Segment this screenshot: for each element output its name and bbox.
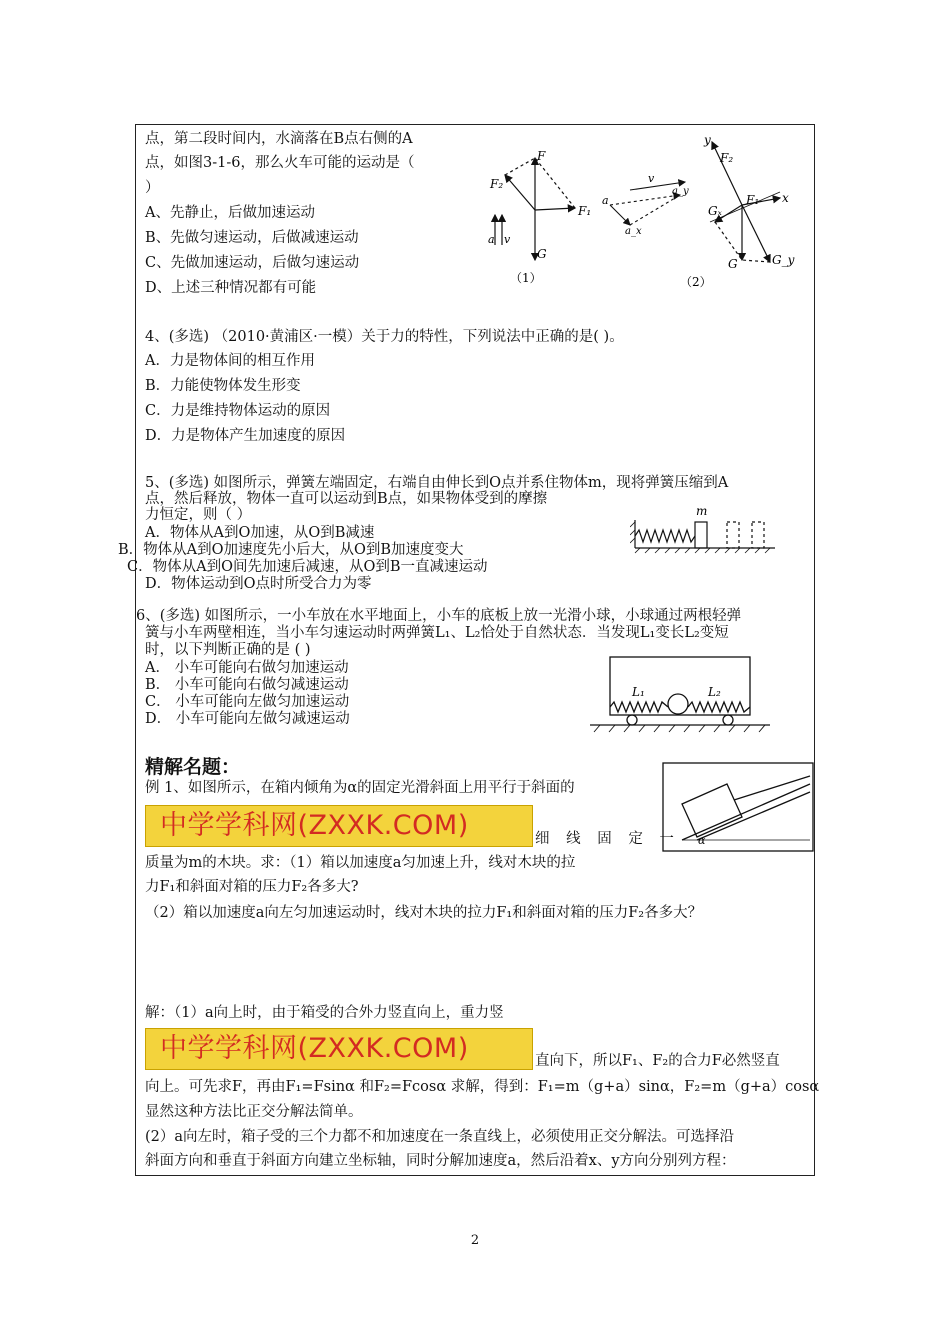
label-F1: F₁ [578, 204, 592, 218]
solution-line-5: (2）a向左时，箱子受的三个力都不和加速度在一条直线上，必须使用正交分解法。可选择沿 [145, 1129, 735, 1145]
label-a-2: a [602, 194, 609, 207]
example1-line-3: 质量为m的木块。求：（1）箱以加速度a匀加速上升，线对木块的拉 [145, 855, 576, 871]
solution-line-4: 显然这种方法比正交分解法简单。 [145, 1104, 363, 1120]
q5-line-1: 5、(多选) 如图所示，弹簧左端固定，右端自由伸长到O点并系住物体m，现将弹簧压缩到A [145, 475, 729, 491]
label-F2-2: F₂ [720, 151, 734, 165]
q4-option-d: D．力是物体产生加速度的原因 [145, 428, 346, 444]
q6-line-3: 时，以下判断正确的是 ( ) [145, 642, 311, 658]
q4-stem: 4、(多选) （2010·黄浦区·一模）关于力的特性，下列说法中正确的是( )。 [145, 329, 624, 345]
q4-option-b: B．力能使物体发生形变 [145, 378, 301, 394]
solution-line-6: 斜面方向和垂直于斜面方向建立坐标轴，同时分解加速度a，然后沿着x、y方向分别列方程： [145, 1153, 736, 1169]
example1-line-2: 细 线 固 定 一 [535, 831, 680, 847]
q5-line-2: 点，然后释放，物体一直可以运动到B点，如果物体受到的摩擦 [145, 491, 548, 507]
q4-option-a: A．力是物体间的相互作用 [145, 353, 315, 369]
spring-figure [630, 500, 780, 555]
q6-line-2: 簧与小车两壁相连，当小车匀速运动时两弹簧L₁、L₂恰处于自然状态．当发现L₁变长L₂变短 [145, 625, 729, 641]
caption-2: （2） [680, 275, 712, 289]
q3-option-b: B、先做匀速运动，后做减速运动 [145, 230, 359, 246]
cart-figure [590, 652, 770, 737]
q3-option-d: D、上述三种情况都有可能 [145, 280, 317, 296]
label-G-2: G [728, 257, 738, 271]
watermark-2: 中学学科网(ZXXK.COM) [145, 1028, 533, 1070]
label-F1-2: F₁ [746, 193, 760, 207]
section-title: 精解名题： [145, 756, 241, 778]
label-F: F [537, 149, 546, 163]
q6-option-c: C． 小车可能向左做匀加速运动 [145, 694, 350, 710]
q5-line-3: 力恒定，则（ ） [145, 507, 252, 523]
label-ax: a_x [625, 226, 642, 237]
label-m: m [696, 504, 708, 518]
example1-line-1: 例 1、如图所示，在箱内倾角为α的固定光滑斜面上用平行于斜面的 [145, 780, 575, 796]
q4-option-c: C．力是维持物体运动的原因 [145, 403, 331, 419]
label-x: x [782, 191, 789, 205]
q5-option-b: B．物体从A到O加速度先小后大，从O到B加速度变大 [118, 542, 464, 558]
q6-option-d: D． 小车可能向左做匀减速运动 [145, 711, 350, 727]
q5-option-a: A．物体从A到O加速，从O到B减速 [145, 525, 375, 541]
q3-line-1: 点，第二段时间内，水滴落在B点右侧的A [145, 131, 413, 147]
q3-line-3: ） [145, 180, 160, 196]
label-ay: a_y [672, 186, 689, 197]
q5-option-c: C．物体从A到O间先加速后减速，从O到B一直减速运动 [127, 559, 488, 575]
label-L1: L₁ [632, 685, 645, 699]
label-Gx: Gₓ [708, 204, 722, 218]
q6-option-b: B． 小车可能向右做匀减速运动 [145, 677, 349, 693]
incline-box-figure [662, 762, 814, 852]
label-y: y [704, 133, 711, 147]
example1-line-4: 力F₁和斜面对箱的压力F₂各多大? [145, 879, 359, 895]
solution-line-3: 向上。可先求F，再由F₁=Fsinα 和F₂=Fcosα 求解，得到：F₁=m（g+a）sinα，F₂=m（g+a）cosα [145, 1079, 820, 1095]
q3-option-c: C、先做加速运动，后做匀速运动 [145, 255, 360, 271]
label-L2: L₂ [708, 685, 721, 699]
example1-line-5: （2）箱以加速度a向左匀加速运动时，线对木块的拉力F₁和斜面对箱的压力F₂各多大？ [145, 905, 703, 921]
q5-option-d: D．物体运动到O点时所受合力为零 [145, 576, 372, 592]
force-diagram-figure [480, 130, 810, 300]
caption-1: （1） [510, 271, 542, 285]
watermark-1: 中学学科网(ZXXK.COM) [145, 805, 533, 847]
label-v-2: v [648, 172, 655, 185]
label-v-1: v [504, 233, 511, 246]
label-G: G [537, 247, 547, 261]
page-number: 2 [470, 1233, 480, 1248]
q3-line-2: 点，如图3-1-6，那么火车可能的运动是（ [145, 155, 415, 171]
q6-line-1: 6、(多选) 如图所示，一小车放在水平地面上，小车的底板上放一光滑小球，小球通过两根轻弹 [136, 608, 742, 624]
label-Gy: G_y [772, 253, 795, 267]
q6-option-a: A． 小车可能向右做匀加速运动 [145, 660, 349, 676]
label-alpha: α [698, 834, 706, 847]
solution-line-2: 直向下，所以F₁、F₂的合力F必然竖直 [535, 1053, 780, 1069]
solution-line-1: 解：（1）a向上时，由于箱受的合外力竖直向上，重力竖 [145, 1005, 504, 1021]
label-F2: F₂ [490, 177, 504, 191]
label-a-1: a [488, 233, 495, 246]
q3-option-a: A、先静止，后做加速运动 [145, 205, 315, 221]
